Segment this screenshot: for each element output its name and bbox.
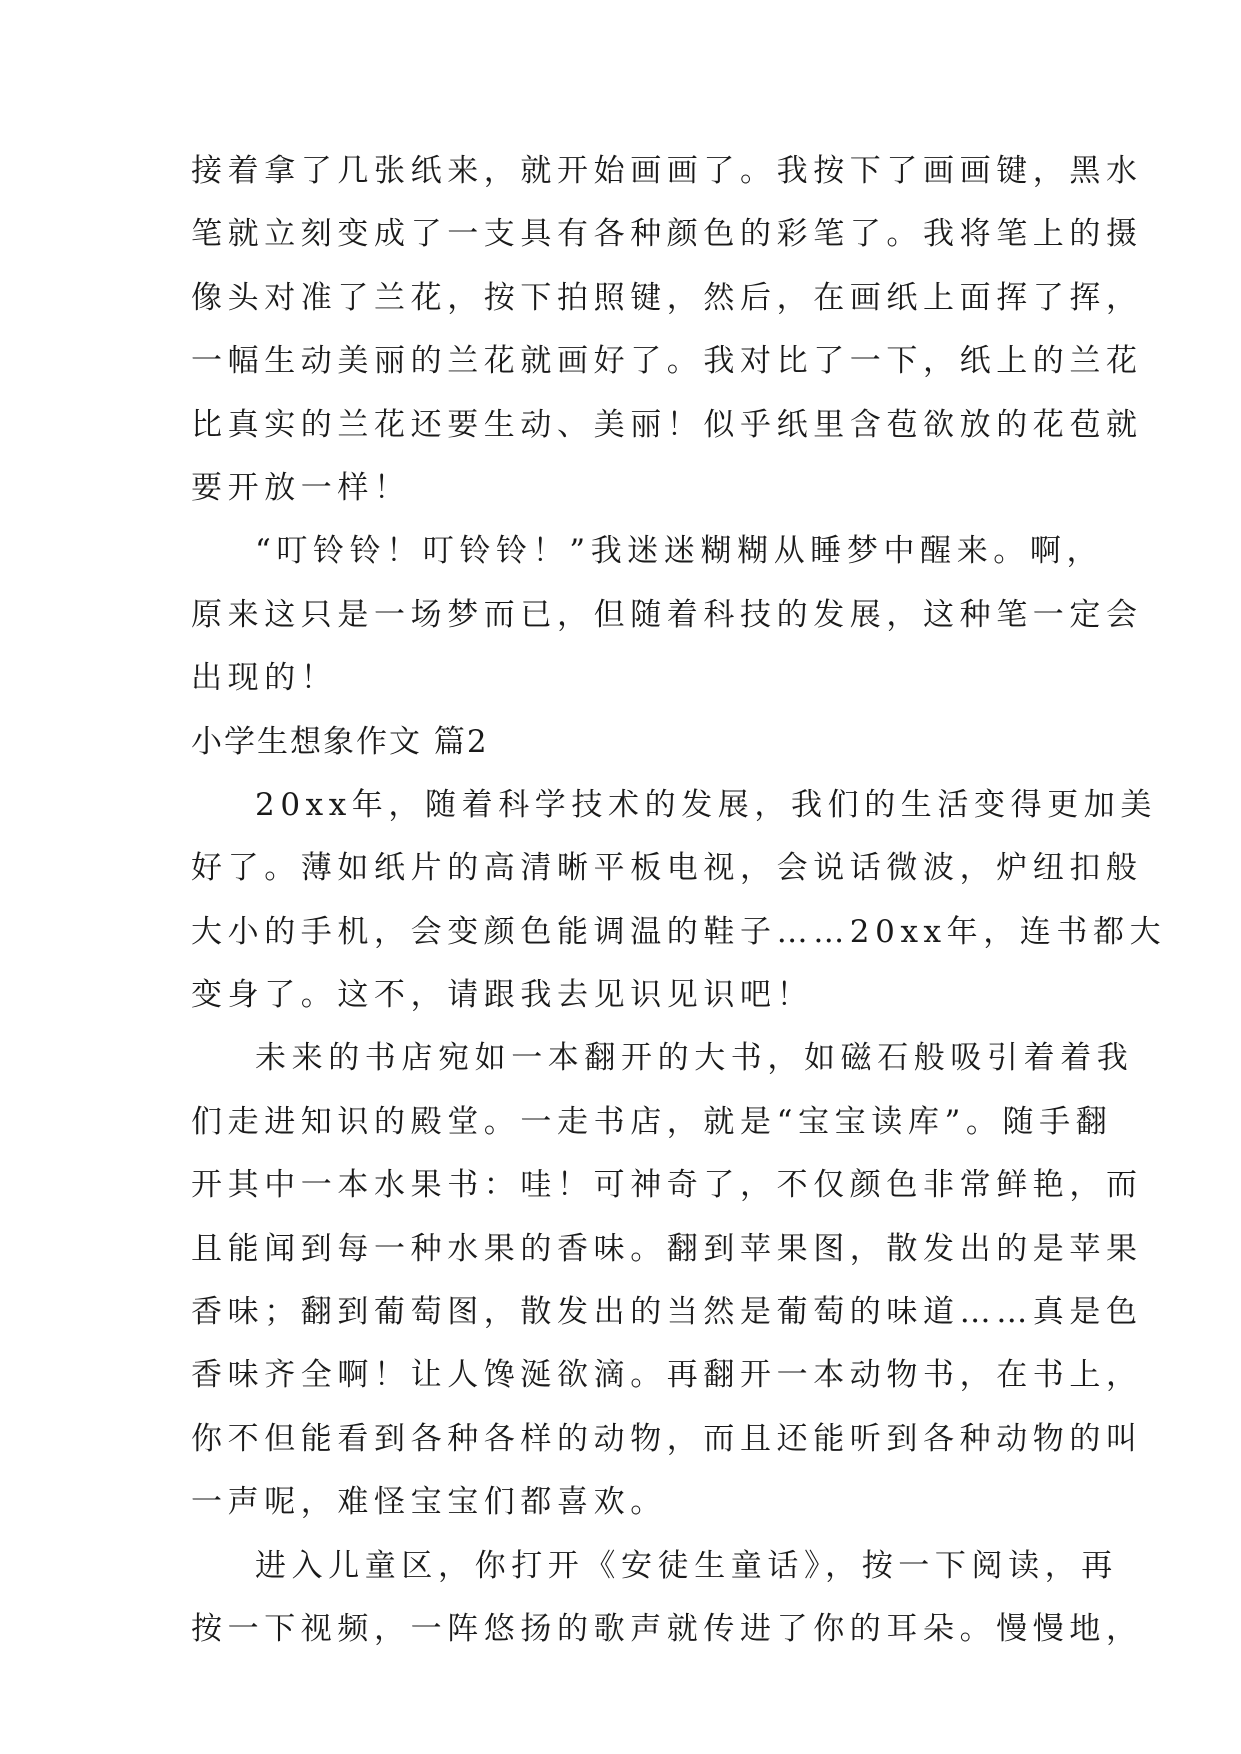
text-line: 开其中一本水果书：哇！可神奇了，不仅颜色非常鲜艳，而 xyxy=(191,1167,1143,1204)
text-line: 且能闻到每一种水果的香味。翻到苹果图，散发出的是苹果 xyxy=(191,1230,1143,1267)
text-line: 未来的书店宛如一本翻开的大书，如磁石般吸引着着我 xyxy=(255,1040,1134,1077)
text-line: 你不但能看到各种各样的动物，而且还能听到各种动物的叫 xyxy=(191,1420,1143,1457)
text-line: 比真实的兰花还要生动、美丽！似乎纸里含苞欲放的花苞就 xyxy=(191,406,1143,443)
text-line: 好了。薄如纸片的高清晰平板电视，会说话微波，炉纽扣般 xyxy=(191,850,1143,887)
paragraph-bookstore xyxy=(191,1027,1143,1534)
paragraph-waking xyxy=(191,520,1143,710)
paragraph-children-area xyxy=(191,1535,1143,1662)
text-line: 香味；翻到葡萄图，散发出的当然是葡萄的味道……真是色 xyxy=(191,1294,1143,1331)
text-line: 一声呢，难怪宝宝们都喜欢。 xyxy=(191,1484,667,1521)
text-line: “叮铃铃！叮铃铃！”我迷迷糊糊从睡梦中醒来。啊， xyxy=(255,533,1104,570)
text-line: 按一下视频，一阵悠扬的歌声就传进了你的耳朵。慢慢地， xyxy=(191,1610,1143,1647)
document-body xyxy=(191,140,1167,1661)
text-line: 出现的！ xyxy=(191,660,338,697)
text-line: 一幅生动美丽的兰花就画好了。我对比了一下，纸上的兰花 xyxy=(191,343,1143,380)
text-line: 进入儿童区，你打开《安徒生童话》，按一下阅读，再 xyxy=(255,1547,1118,1584)
text-line: 们走进知识的殿堂。一走书店，就是“宝宝读库”。随手翻 xyxy=(191,1103,1113,1140)
text-line: 20xx年，随着科学技术的发展，我们的生活变得更加美 xyxy=(255,786,1158,823)
paragraph-future-life xyxy=(191,774,1167,1028)
text-line: 原来这只是一场梦而已，但随着科技的发展，这种笔一定会 xyxy=(191,596,1143,633)
text-line: 变身了。这不，请跟我去见识见识吧！ xyxy=(191,977,814,1014)
text-line: 笔就立刻变成了一支具有各种颜色的彩笔了。我将笔上的摄 xyxy=(191,216,1143,253)
paragraph-drawing xyxy=(191,140,1143,520)
section-heading xyxy=(191,711,1071,774)
text-line: 香味齐全啊！让人馋涎欲滴。再翻开一本动物书，在书上， xyxy=(191,1357,1143,1394)
text-line: 要开放一样！ xyxy=(191,469,411,506)
text-line: 大小的手机，会变颜色能调温的鞋子……20xx年，连书都大 xyxy=(191,913,1167,950)
text-line: 接着拿了几张纸来，就开始画画了。我按下了画画键，黑水 xyxy=(191,153,1143,189)
section-title: 小学生想象作文 篇2 xyxy=(191,723,489,760)
text-line: 像头对准了兰花，按下拍照键，然后，在画纸上面挥了挥， xyxy=(191,279,1143,316)
